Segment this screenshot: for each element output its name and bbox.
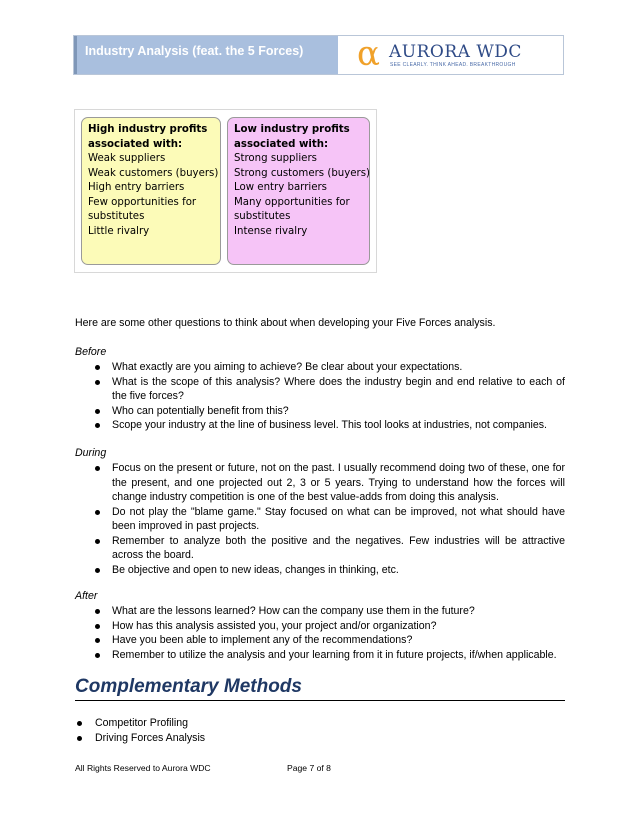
list-item: What is the scope of this analysis? Where does the industry begin and end relative to each of the five forces? [75, 375, 565, 404]
five-forces-figure [74, 109, 377, 273]
list-item: Competitor Profiling [75, 716, 565, 731]
low-profits-item: Strong suppliers [234, 153, 317, 164]
list-item: Remember to utilize the analysis and your learning from it in future projects, if/when applicable. [75, 648, 565, 663]
complementary-methods-heading: Complementary Methods [75, 676, 565, 701]
footer-page-number: Page 7 of 8 [287, 763, 331, 773]
page-header [73, 35, 564, 75]
logo-name: AURORA WDC [389, 42, 522, 62]
high-profits-item: Weak suppliers [88, 153, 166, 164]
logo-tagline: SEE CLEARLY. THINK AHEAD. BREAKTHROUGH [390, 62, 516, 68]
high-profits-item: Little rivalry [88, 225, 150, 237]
high-profits-heading: High industry profits associated with: [88, 124, 208, 150]
low-profits-box [227, 117, 370, 265]
list-item: Be objective and open to new ideas, changes in thinking, etc. [75, 563, 565, 578]
list-item: How has this analysis assisted you, your project and/or organization? [75, 619, 565, 634]
header-title: Industry Analysis (feat. the 5 Forces) [74, 36, 338, 74]
list-item: Driving Forces Analysis [75, 731, 565, 746]
complementary-methods-list [75, 716, 565, 745]
aurora-logo [357, 34, 557, 74]
intro-paragraph: Here are some other questions to think about when developing your Five Forces analysis. [75, 317, 496, 329]
before-label: Before [75, 346, 107, 358]
list-item: Who can potentially benefit from this? [75, 404, 565, 419]
footer-rights: All Rights Reserved to Aurora WDC [75, 763, 211, 773]
during-list [75, 461, 565, 577]
low-profits-item: Many opportunities for substitutes [234, 196, 350, 222]
list-item: What are the lessons learned? How can the company use them in the future? [75, 604, 565, 619]
list-item: Remember to analyze both the positive and the negatives. Few industries will be attractive across the board. [75, 534, 565, 563]
alpha-logo-icon: α [357, 34, 380, 74]
list-item: What exactly are you aiming to achieve? Be clear about your expectations. [75, 360, 565, 375]
after-label: After [75, 590, 98, 602]
during-label: During [75, 447, 107, 459]
low-profits-item: Intense rivalry [234, 225, 308, 237]
low-profits-item: Strong customers (buyers) [234, 167, 371, 179]
high-profits-item: Few opportunities for substitutes [88, 196, 197, 222]
list-item: Focus on the present or future, not on the past. I usually recommend doing two of these, one for the present, and one projected out 2, 3 or 5 years. Trying to understand how the forces will change industry competition is one of the best value-adds from doing this analysis. [75, 461, 565, 505]
list-item: Have you been able to implement any of the recommendations? [75, 633, 565, 648]
list-item: Scope your industry at the line of business level. This tool looks at industries, not companies. [75, 418, 565, 433]
before-list [75, 360, 565, 433]
high-profits-item: Weak customers (buyers) [88, 167, 219, 179]
low-profits-item: Low entry barriers [234, 182, 327, 193]
low-profits-heading: Low industry profits associated with: [234, 124, 350, 150]
high-profits-item: High entry barriers [88, 182, 185, 193]
after-list [75, 604, 565, 662]
high-profits-box [81, 117, 221, 265]
list-item: Do not play the "blame game." Stay focused on what can be improved, not what should have been improved in past projects. [75, 505, 565, 534]
